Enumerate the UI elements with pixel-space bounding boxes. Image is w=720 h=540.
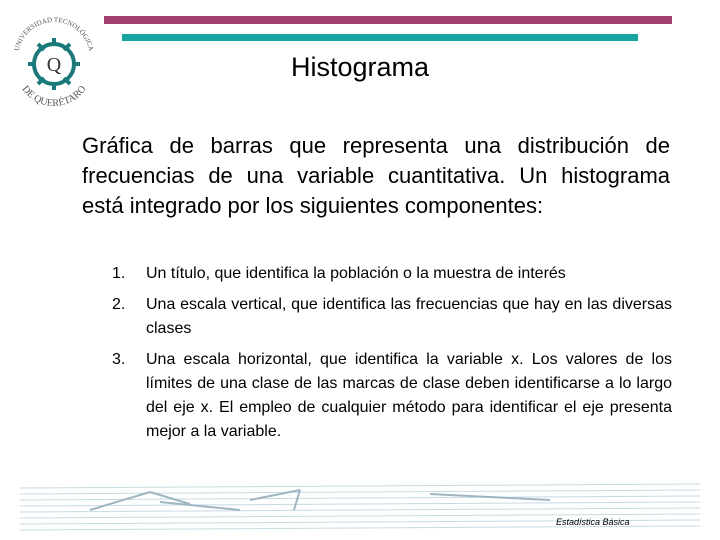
university-logo: [8, 8, 100, 116]
list-item-text: Una escala vertical, que identifica las frecuencias que hay en las diversas clases: [146, 296, 672, 337]
list-item-number: 1.: [112, 265, 126, 282]
logo-lower-text: DE QUERÉTARO: [19, 83, 89, 110]
header-accent-bar: [104, 16, 672, 24]
list-item-text: Un título, que identifica la población o la muestra de interés: [146, 265, 566, 282]
components-list: [112, 262, 672, 451]
list-item: [112, 348, 672, 444]
intro-paragraph: Gráfica de barras que representa una distribución de frecuencias de una variable cuantitativa. Un histograma está integrado por los siguientes componentes:: [82, 133, 670, 218]
footer-decoration: [0, 480, 720, 540]
footer-label: Estadística Básica: [556, 517, 630, 527]
list-item-text: Una escala horizontal, que identifica la variable x. Los valores de los límites de una clase de las marcas de clase deben identificarse a lo largo del eje x. El empleo de cualquier método para identificar el eje presenta mejor a la variable.: [146, 351, 672, 440]
list-item: [112, 293, 672, 341]
logo-letter: Q: [46, 54, 62, 76]
list-item-number: 3.: [112, 351, 126, 368]
list-item: [112, 262, 672, 286]
slide-title: Histograma: [290, 52, 430, 82]
header-sub-bar: [122, 34, 638, 41]
list-item-number: 2.: [112, 296, 126, 313]
logo-upper-text: UNIVERSIDAD TECNOLÓGICA: [12, 15, 96, 52]
